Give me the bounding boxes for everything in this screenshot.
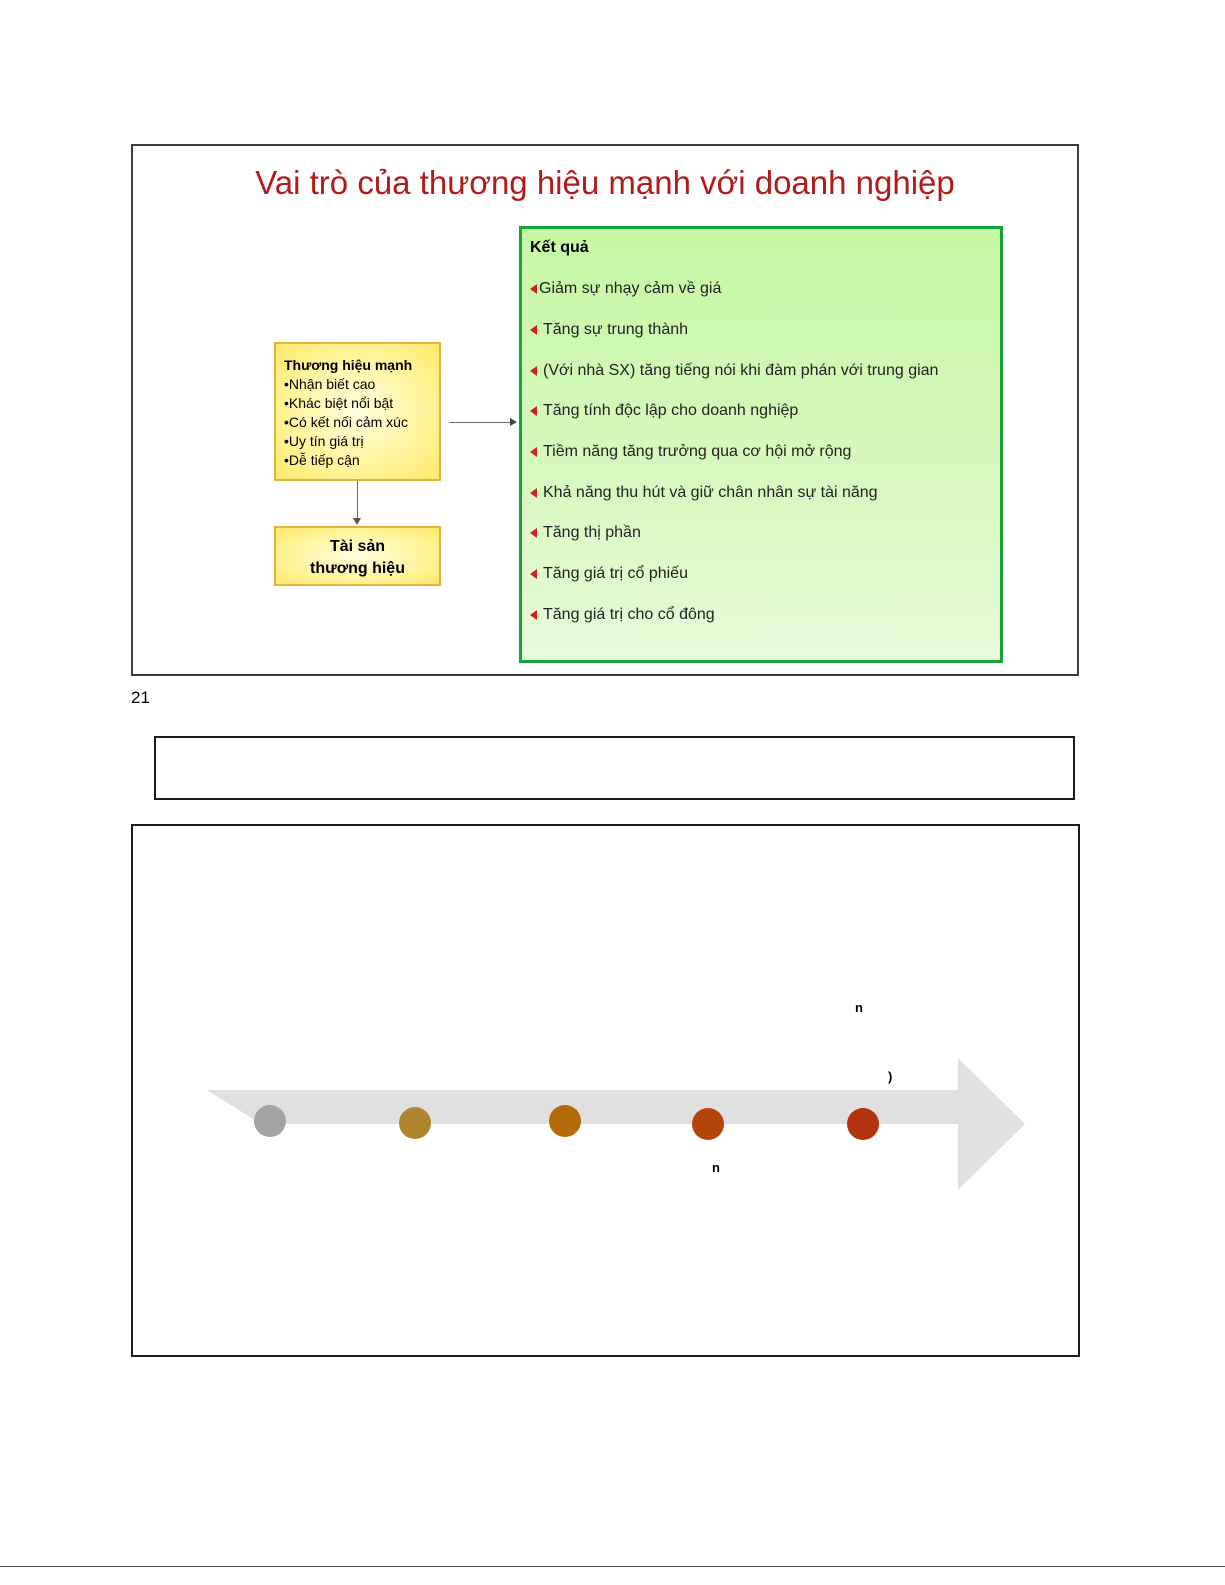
bullet-arrow-icon: [530, 406, 537, 416]
bullet-arrow-icon: [530, 284, 537, 294]
text-fragment: ): [888, 1069, 893, 1084]
result-item: [530, 606, 715, 624]
result-text: Tăng giá trị cho cổ đông: [543, 606, 715, 623]
slide-22: [131, 824, 1080, 1357]
bullet-arrow-icon: [530, 610, 537, 620]
timeline-dot: [254, 1105, 286, 1137]
result-item: [530, 565, 688, 583]
strong-brand-item: •Khác biệt nổi bật: [284, 395, 394, 411]
results-box: [519, 226, 1003, 663]
slide-title: Vai trò của thương hiệu mạnh với doanh nghiệp: [255, 164, 955, 201]
timeline-arrow: [133, 826, 1078, 1355]
bullet-arrow-icon: [530, 569, 537, 579]
result-item: [530, 524, 641, 542]
results-title: Kết quả: [530, 239, 589, 256]
result-item: [530, 321, 688, 339]
result-text: Tăng thị phần: [543, 524, 641, 541]
timeline-dot: [847, 1108, 879, 1140]
bottom-rule: [0, 1566, 1225, 1567]
equity-line2: thương hiệu: [310, 560, 405, 577]
down-arrowhead: [353, 518, 361, 525]
result-item: [530, 362, 938, 380]
result-item: [530, 443, 851, 461]
bullet-arrow-icon: [530, 325, 537, 335]
result-text: Tiềm năng tăng trưởng qua cơ hội mở rộng: [543, 443, 852, 460]
strong-brand-item: •Uy tín giá trị: [284, 433, 364, 449]
timeline-dot: [549, 1105, 581, 1137]
timeline-dot: [399, 1107, 431, 1139]
text-fragment: n: [712, 1160, 720, 1175]
text-fragment: n: [855, 1000, 863, 1015]
empty-frame: [154, 736, 1075, 800]
equity-line1: Tài sản: [329, 538, 386, 555]
page-number: 21: [131, 688, 150, 707]
arrow-shape: [207, 1058, 1025, 1190]
bullet-arrow-icon: [530, 447, 537, 457]
result-text: Tăng sự trung thành: [543, 321, 689, 338]
brand-equity-box: [274, 526, 441, 586]
timeline-dot: [692, 1108, 724, 1140]
right-connector: [449, 422, 511, 423]
strong-brand-heading: Thương hiệu mạnh: [284, 357, 413, 373]
bullet-arrow-icon: [530, 488, 537, 498]
bullet-arrow-icon: [530, 366, 537, 376]
strong-brand-item: •Có kết nối cảm xúc: [284, 414, 408, 430]
result-item: [530, 484, 878, 502]
right-arrowhead: [510, 418, 517, 426]
result-text: Giảm sự nhạy cảm về giá: [539, 280, 722, 297]
result-text: Khả năng thu hút và giữ chân nhân sự tài năng: [543, 484, 878, 501]
strong-brand-box: [274, 342, 441, 481]
result-text: Tăng tính độc lập cho doanh nghiệp: [543, 402, 799, 419]
result-text: (Với nhà SX) tăng tiếng nói khi đàm phán với trung gian: [543, 362, 939, 379]
slide-21: [131, 144, 1079, 676]
result-item: [530, 280, 721, 298]
bullet-arrow-icon: [530, 528, 537, 538]
result-text: Tăng giá trị cổ phiếu: [543, 565, 688, 582]
result-item: [530, 402, 798, 420]
strong-brand-item: •Nhận biết cao: [284, 376, 376, 392]
down-connector: [357, 481, 358, 521]
strong-brand-item: •Dễ tiếp cận: [284, 452, 360, 468]
